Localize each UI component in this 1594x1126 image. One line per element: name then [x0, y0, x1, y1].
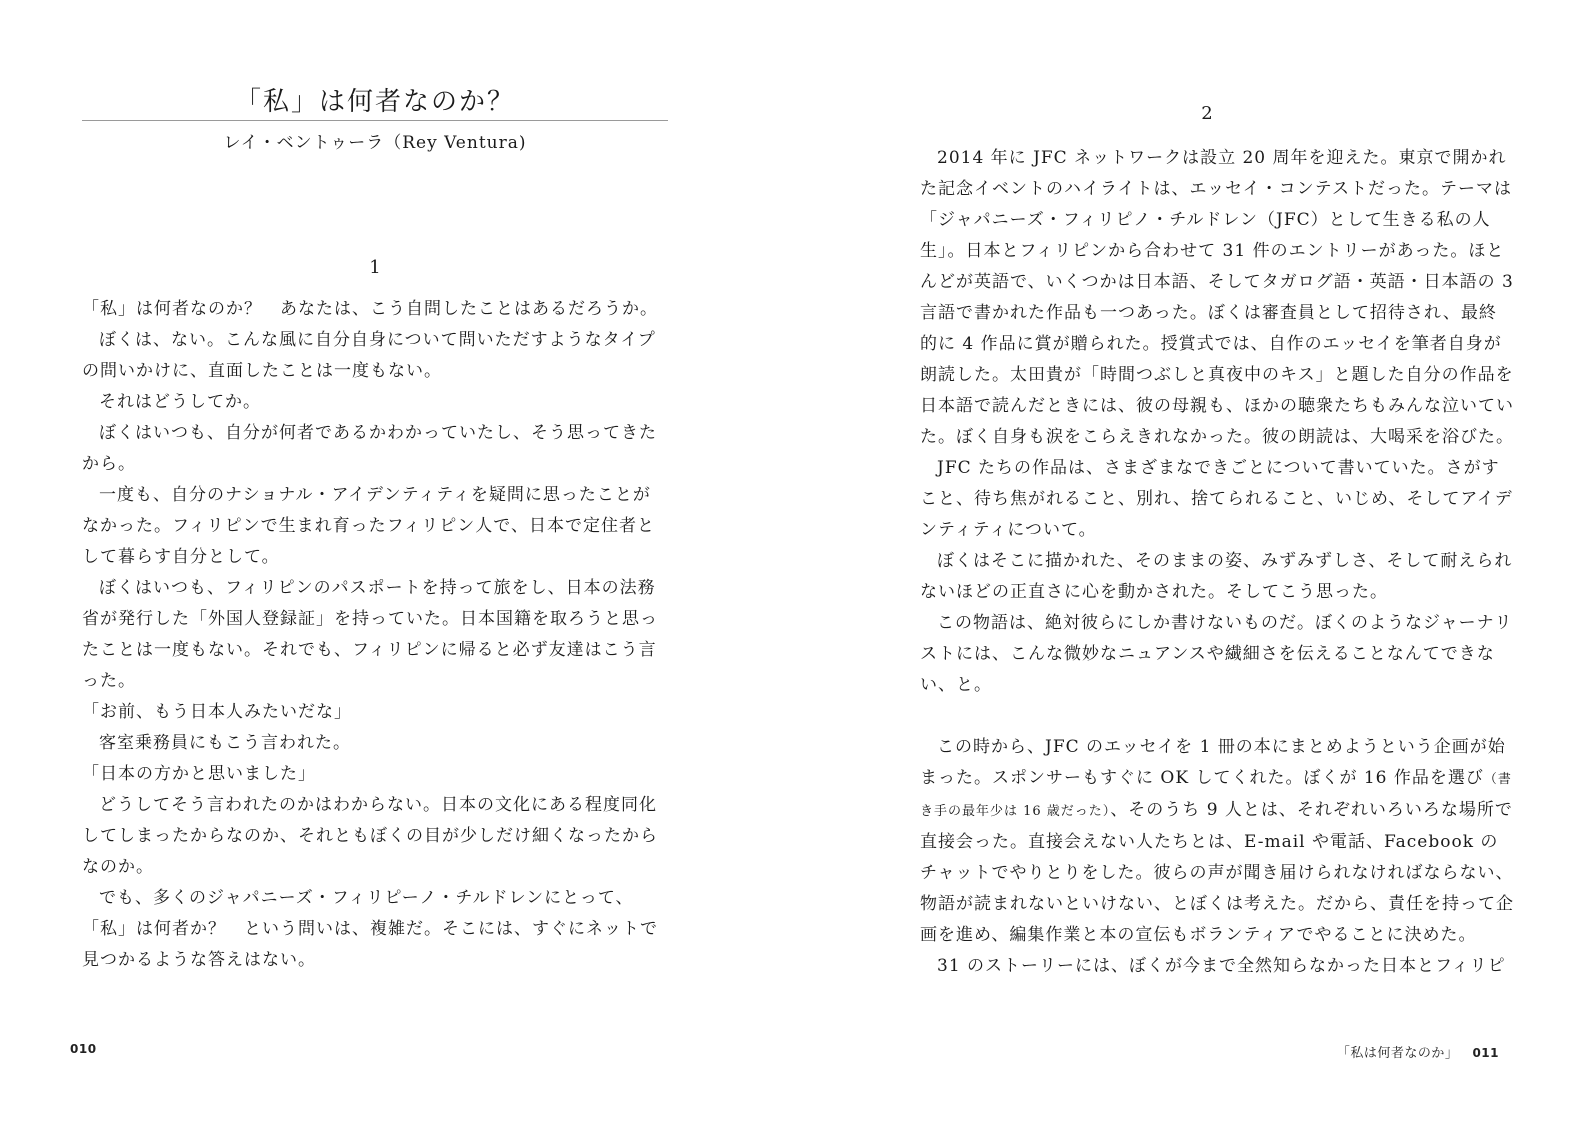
paragraph: ぼくはいつも、自分が何者であるかわかっていたし、そう思ってきたから。: [82, 423, 657, 474]
paragraph: JFC たちの作品は、さまざまなできごとについて書いていた。さがすこと、待ち焦がれること、別れ、捨てられること、いじめ、そしてアイデンティティについて。: [920, 458, 1513, 540]
title-rule: [82, 120, 668, 121]
running-head: 「私は何者なのか」: [1336, 1046, 1459, 1061]
page-number-right: 011: [1472, 1046, 1499, 1060]
section-number-2: 2: [1201, 103, 1213, 124]
page-footer-right: [1337, 1042, 1499, 1061]
page-number-left: 010: [70, 1042, 97, 1056]
author-name: レイ・ベントゥーラ（Rey Ventura): [223, 133, 527, 153]
right-body-text: [920, 143, 1514, 982]
left-body-text: [82, 294, 668, 976]
paragraph: 一度も、自分のナショナル・アイデンティティを疑問に思ったことがなかった。フィリピンで生まれ育ったフィリピン人で、日本で定住者として暮らす自分として。: [82, 485, 655, 567]
paragraph: 31 のストーリーには、ぼくが今まで全然知らなかった日本とフィリピ: [937, 956, 1506, 976]
paragraph: 客室乗務員にもこう言われた。: [99, 733, 351, 753]
paragraph: 2014 年に JFC ネットワークは設立 20 周年を迎えた。東京で開かれた記念イベントのハイライトは、エッセイ・コンテストだった。テーマは「ジャパニーズ・フィリピノ・チルドレン（JFC）として生きる私の人生」。日本とフィリピンから合わせて 31 件のエントリーがあった。ほとんどが英語で、いくつかは日本語、そしてタガログ語・英語・日本語の 3 言語で書かれた作品も一つあった。ぼくは審査員として招待され、最終的に 4 作品に賞が贈られた。授賞式では、自作のエッセイを筆者自身が朗読した。太田貴が「時間つぶしと真夜中のキス」と題した自分の作品を日本語で読んだときには、彼の母親も、ほかの聴衆たちもみんな泣いていた。ぼく自身も涙をこらえきれなかった。彼の朗読は、大喝采を浴びた。: [920, 148, 1514, 447]
paragraph: でも、多くのジャパニーズ・フィリピーノ・チルドレンにとって、「私」は何者か？ という問いは、複雑だ。そこには、すぐにネットで見つかるような答えはない。: [82, 888, 658, 970]
parenthetical-note: （書き手の最年少は 16 歳だった）: [920, 772, 1512, 819]
paragraph: ぼくはそこに描かれた、そのままの姿、みずみずしさ、そして耐えられないほどの正直さに心を動かされた。そしてこう思った。: [920, 551, 1513, 602]
paragraph-text: 、そのうち 9 人とは、それぞれいろいろな場所で直接会った。直接会えない人たちとは、E-mail や電話、Facebook のチャットでやりとりをした。彼らの声が聞き届けられなければならない、物語が読まれないといけない、とぼくは考えた。だから、責任を持って企画を進め、編集作業と本の宣伝もボランティアでやることに決めた。: [920, 800, 1514, 945]
chapter-title: 「私」は何者なのか？: [234, 87, 515, 117]
paragraph: ぼくは、ない。こんな風に自分自身について問いただすようなタイプの問いかけに、直面したことは一度もない。: [82, 330, 656, 381]
paragraph: この物語は、絶対彼らにしか書けないものだ。ぼくのようなジャーナリストには、こんな微妙なニュアンスや繊細さを伝えることなんてできない、と。: [920, 613, 1513, 695]
paragraph: どうしてそう言われたのかはわからない。日本の文化にある程度同化してしまったからなのか、それともぼくの目が少しだけ細くなったからなのか。: [82, 795, 658, 877]
section-number-1: 1: [369, 257, 381, 278]
dialogue-line: 「お前、もう日本人みたいだな」: [82, 702, 352, 722]
paragraph-text: この時から、JFC のエッセイを 1 冊の本にまとめようという企画が始まった。スポンサーもすぐに OK してくれた。ぼくが 16 作品を選び: [920, 737, 1506, 788]
dialogue-line: 「日本の方かと思いました」: [82, 764, 316, 784]
paragraph: それはどうしてか。: [99, 392, 261, 412]
paragraph: 「私」は何者なのか？ あなたは、こう自問したことはあるだろうか。: [82, 299, 658, 319]
paragraph: [920, 732, 1514, 951]
paragraph: ぼくはいつも、フィリピンのパスポートを持って旅をし、日本の法務省が発行した「外国人登録証」を持っていた。日本国籍を取ろうと思ったことは一度もない。それでも、フィリピンに帰ると必ず友達はこう言った。: [82, 578, 658, 691]
